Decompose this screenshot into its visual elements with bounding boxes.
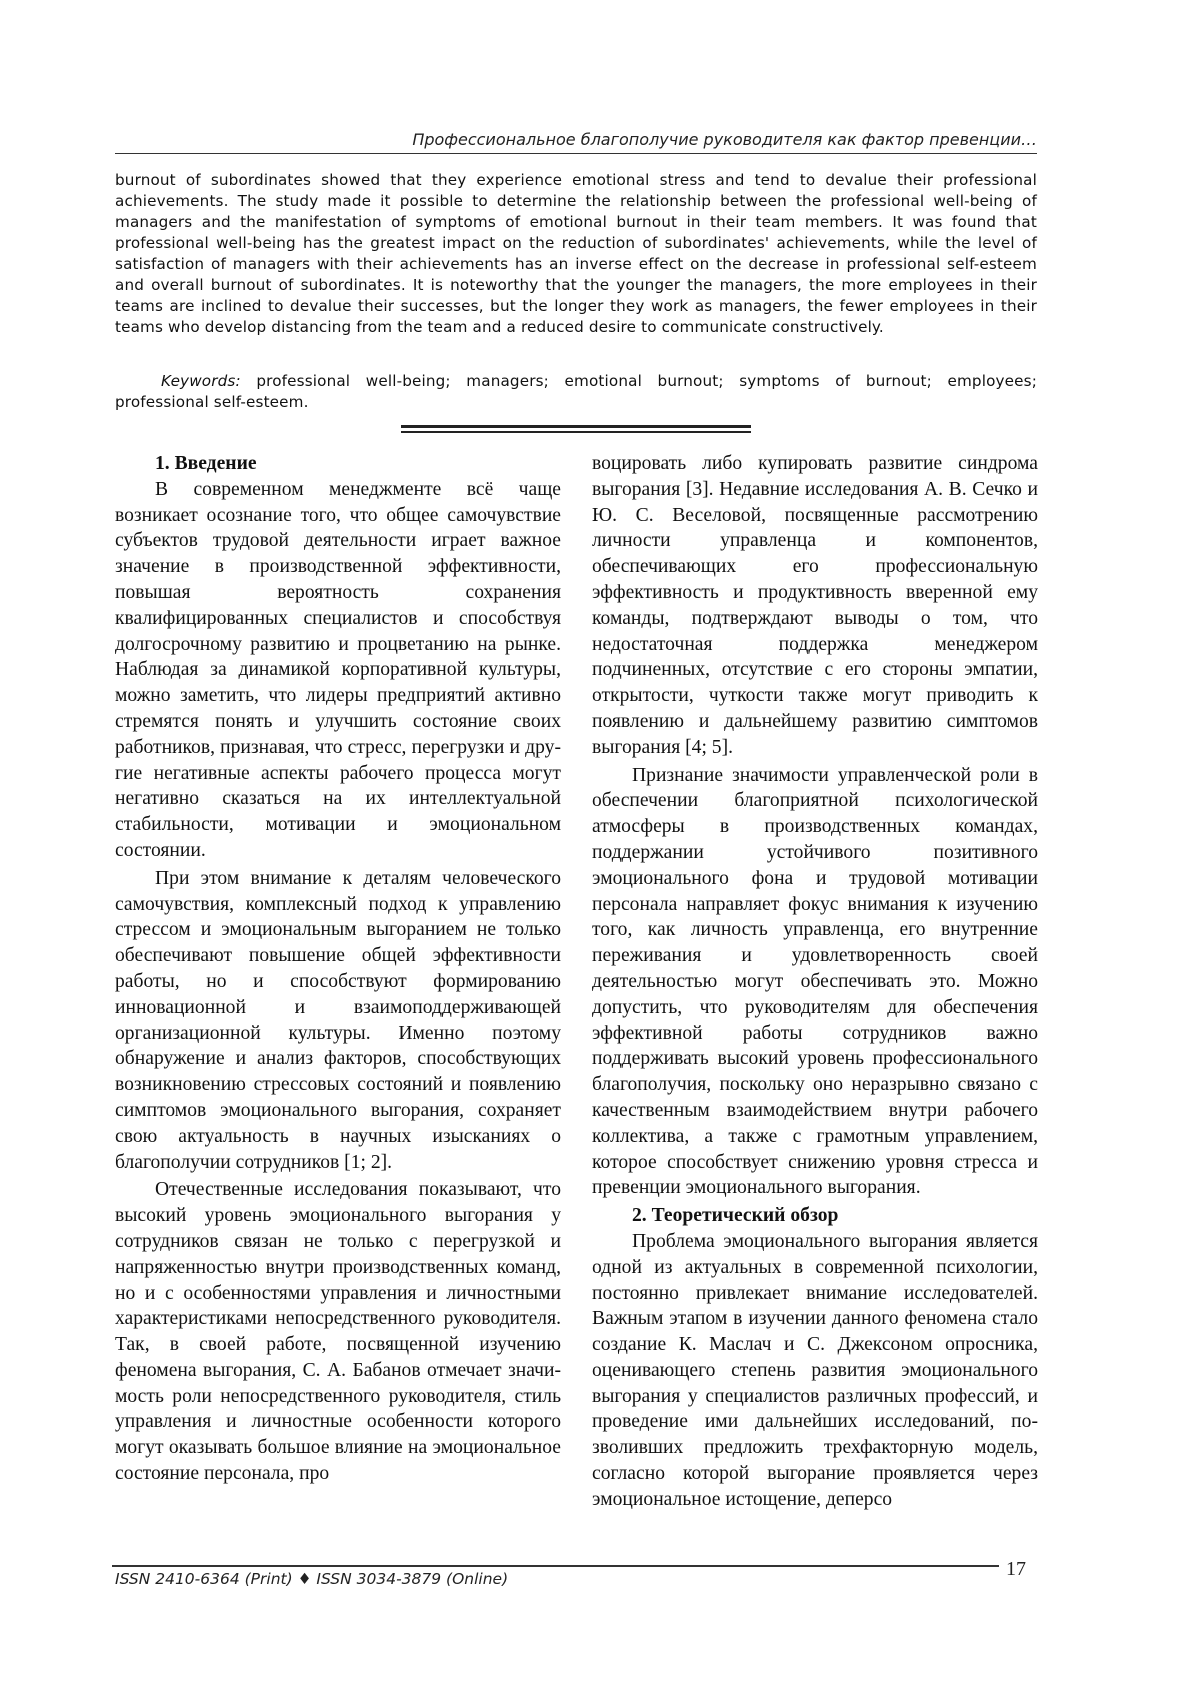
left-column bbox=[115, 451, 561, 1489]
body-paragraph: воцировать либо купировать развитие синдрома выгорания [3]. Недавние исследования А. В. Сечко и Ю. С. Веселовой, посвященные рассмотрению личности управленца и компонентов, обеспечивающих его профессиональную эффективность и продуктивность вверенной ему команды, подтверждают выводы о том, что недостаточная поддержка менеджером подчиненных, отсутствие с его стороны эмпатии, открытости, чуткости также могут приводить к появлению и дальнейшему развитию симптомов выгорания [4; 5]. bbox=[592, 453, 1038, 758]
section-divider-thin bbox=[401, 431, 751, 433]
keywords-label: Keywords: bbox=[161, 372, 241, 390]
body-paragraph: Отечественные исследования показывают, что высокий уровень эмоционального выгорания у сотрудников связан не только с перегрузкой и напряженностью внутри производственных команд, но и с особенностями управления и личностными характеристиками непосредственного руководителя. Так, в своей работе, посвященной изучению феномена выгорания, С. А. Бабанов отмечает значимость роли непосредственного руководителя, стиль управления и личностные особенности которого могут оказывать большое влияние на эмоциональное состояние персонала, про bbox=[115, 1179, 561, 1485]
section-divider-thick bbox=[401, 425, 751, 428]
body-paragraph: При этом внимание к деталям человеческого самочувствия, комплексный подход к управлению стрессом и эмоциональным выгоранием не только обеспечивают повышение общей эффективности работы, но и способствуют формированию инновационной и взаимоподдерживающей организационной культуры. Именно поэтому обнаружение и анализ факторов, способствующих возникновению стрессовых состояний и появлению симптомов эмоционального выгорания, сохраняет свою актуальность в научных изысканиях о благополучии сотрудников [1; 2]. bbox=[115, 867, 561, 1173]
theory-heading: 2. Теоретический обзор bbox=[632, 1205, 839, 1227]
keywords-paragraph bbox=[115, 371, 1037, 413]
intro-heading: 1. Введение bbox=[155, 453, 257, 474]
right-column bbox=[592, 451, 1038, 1515]
footer-rule bbox=[112, 1565, 999, 1567]
abstract-text: burnout of subordinates showed that they experience emotional stress and tend to devalue their professional achievements. The study made it possible to determine the relationship between the professional well-being of managers and the manifestation of symptoms of emotional burnout in their team members. It was found that professional well-being has the greatest impact on the reduction of subordinates' achievements, while the level of satisfaction of managers with their achievements has an inverse effect on the decrease in professional self-esteem and overall burnout of subordinates. It is noteworthy that the younger the managers, the more employees in their teams are inclined to devalue their successes, but the longer they work as managers, the fewer employees in their teams who develop distancing from the team and a reduced desire to communicate constructively. bbox=[115, 171, 1037, 336]
running-header: Профессиональное благополучие руководителя как фактор превенции… bbox=[115, 130, 1037, 154]
footer-issn: ISSN 2410-6364 (Print) ♦ ISSN 3034-3879 (Online) bbox=[115, 1570, 509, 1588]
body-paragraph: В современном менеджменте всё чаще возникает осознание того, что общее самочувствие субъектов трудовой деятельности играет важное значение в производственной эффективности, повышая вероятность сохранения квалифицированных специалистов и способствуя долгосрочному развитию и процветанию на рынке. Наблюдая за динамикой корпоративной культуры, можно заметить, что лидеры предприятий активно стремятся понять и улучшить состояние своих работников, признавая, что стресс, перегрузки и другие негативные аспекты рабочего процесса могут негативно сказаться на их интеллектуальной стабильности, мотивации и эмоциональном состоянии. bbox=[115, 478, 561, 861]
page-number: 17 bbox=[1006, 1558, 1026, 1580]
body-paragraph: Признание значимости управленческой роли в обеспечении благоприятной психологической атмосферы в производственных командах, поддержании устойчивого позитивного эмоционального фона и трудовой мотивации персонала направляет фокус внимания к изучению того, как личность управленца, его внутренние переживания и удовлетворенность своей деятельностью могут обеспечивать это. Можно допустить, что руководителям для обеспечения эффективной работы сотрудников важно поддерживать высокий уровень профессионального благополучия, поскольку оно неразрывно связано с качественным взаимодействием внутри рабочего коллектива, а также с грамотным управлением, которое способствует снижению уровня стресса и превенции эмоционального выгорания. bbox=[592, 764, 1038, 1199]
keywords-text: professional well-being; managers; emotional burnout; symptoms of burnout; employees; professional self-esteem. bbox=[115, 372, 1037, 411]
body-paragraph: Проблема эмоционального выгорания является одной из актуальных в современной психологии, постоянно привлекает внимание исследователей. Важным этапом в изучении данного феномена стало создание К. Маслач и С. Джексоном опросника, оценивающего степень развития эмоционального выгорания у специалистов различных профессий, и проведение ими дальнейших исследований, позволивших предложить трехфакторную модель, согласно которой выгорание проявляется через эмоциональное истощение, деперсо bbox=[592, 1230, 1038, 1510]
